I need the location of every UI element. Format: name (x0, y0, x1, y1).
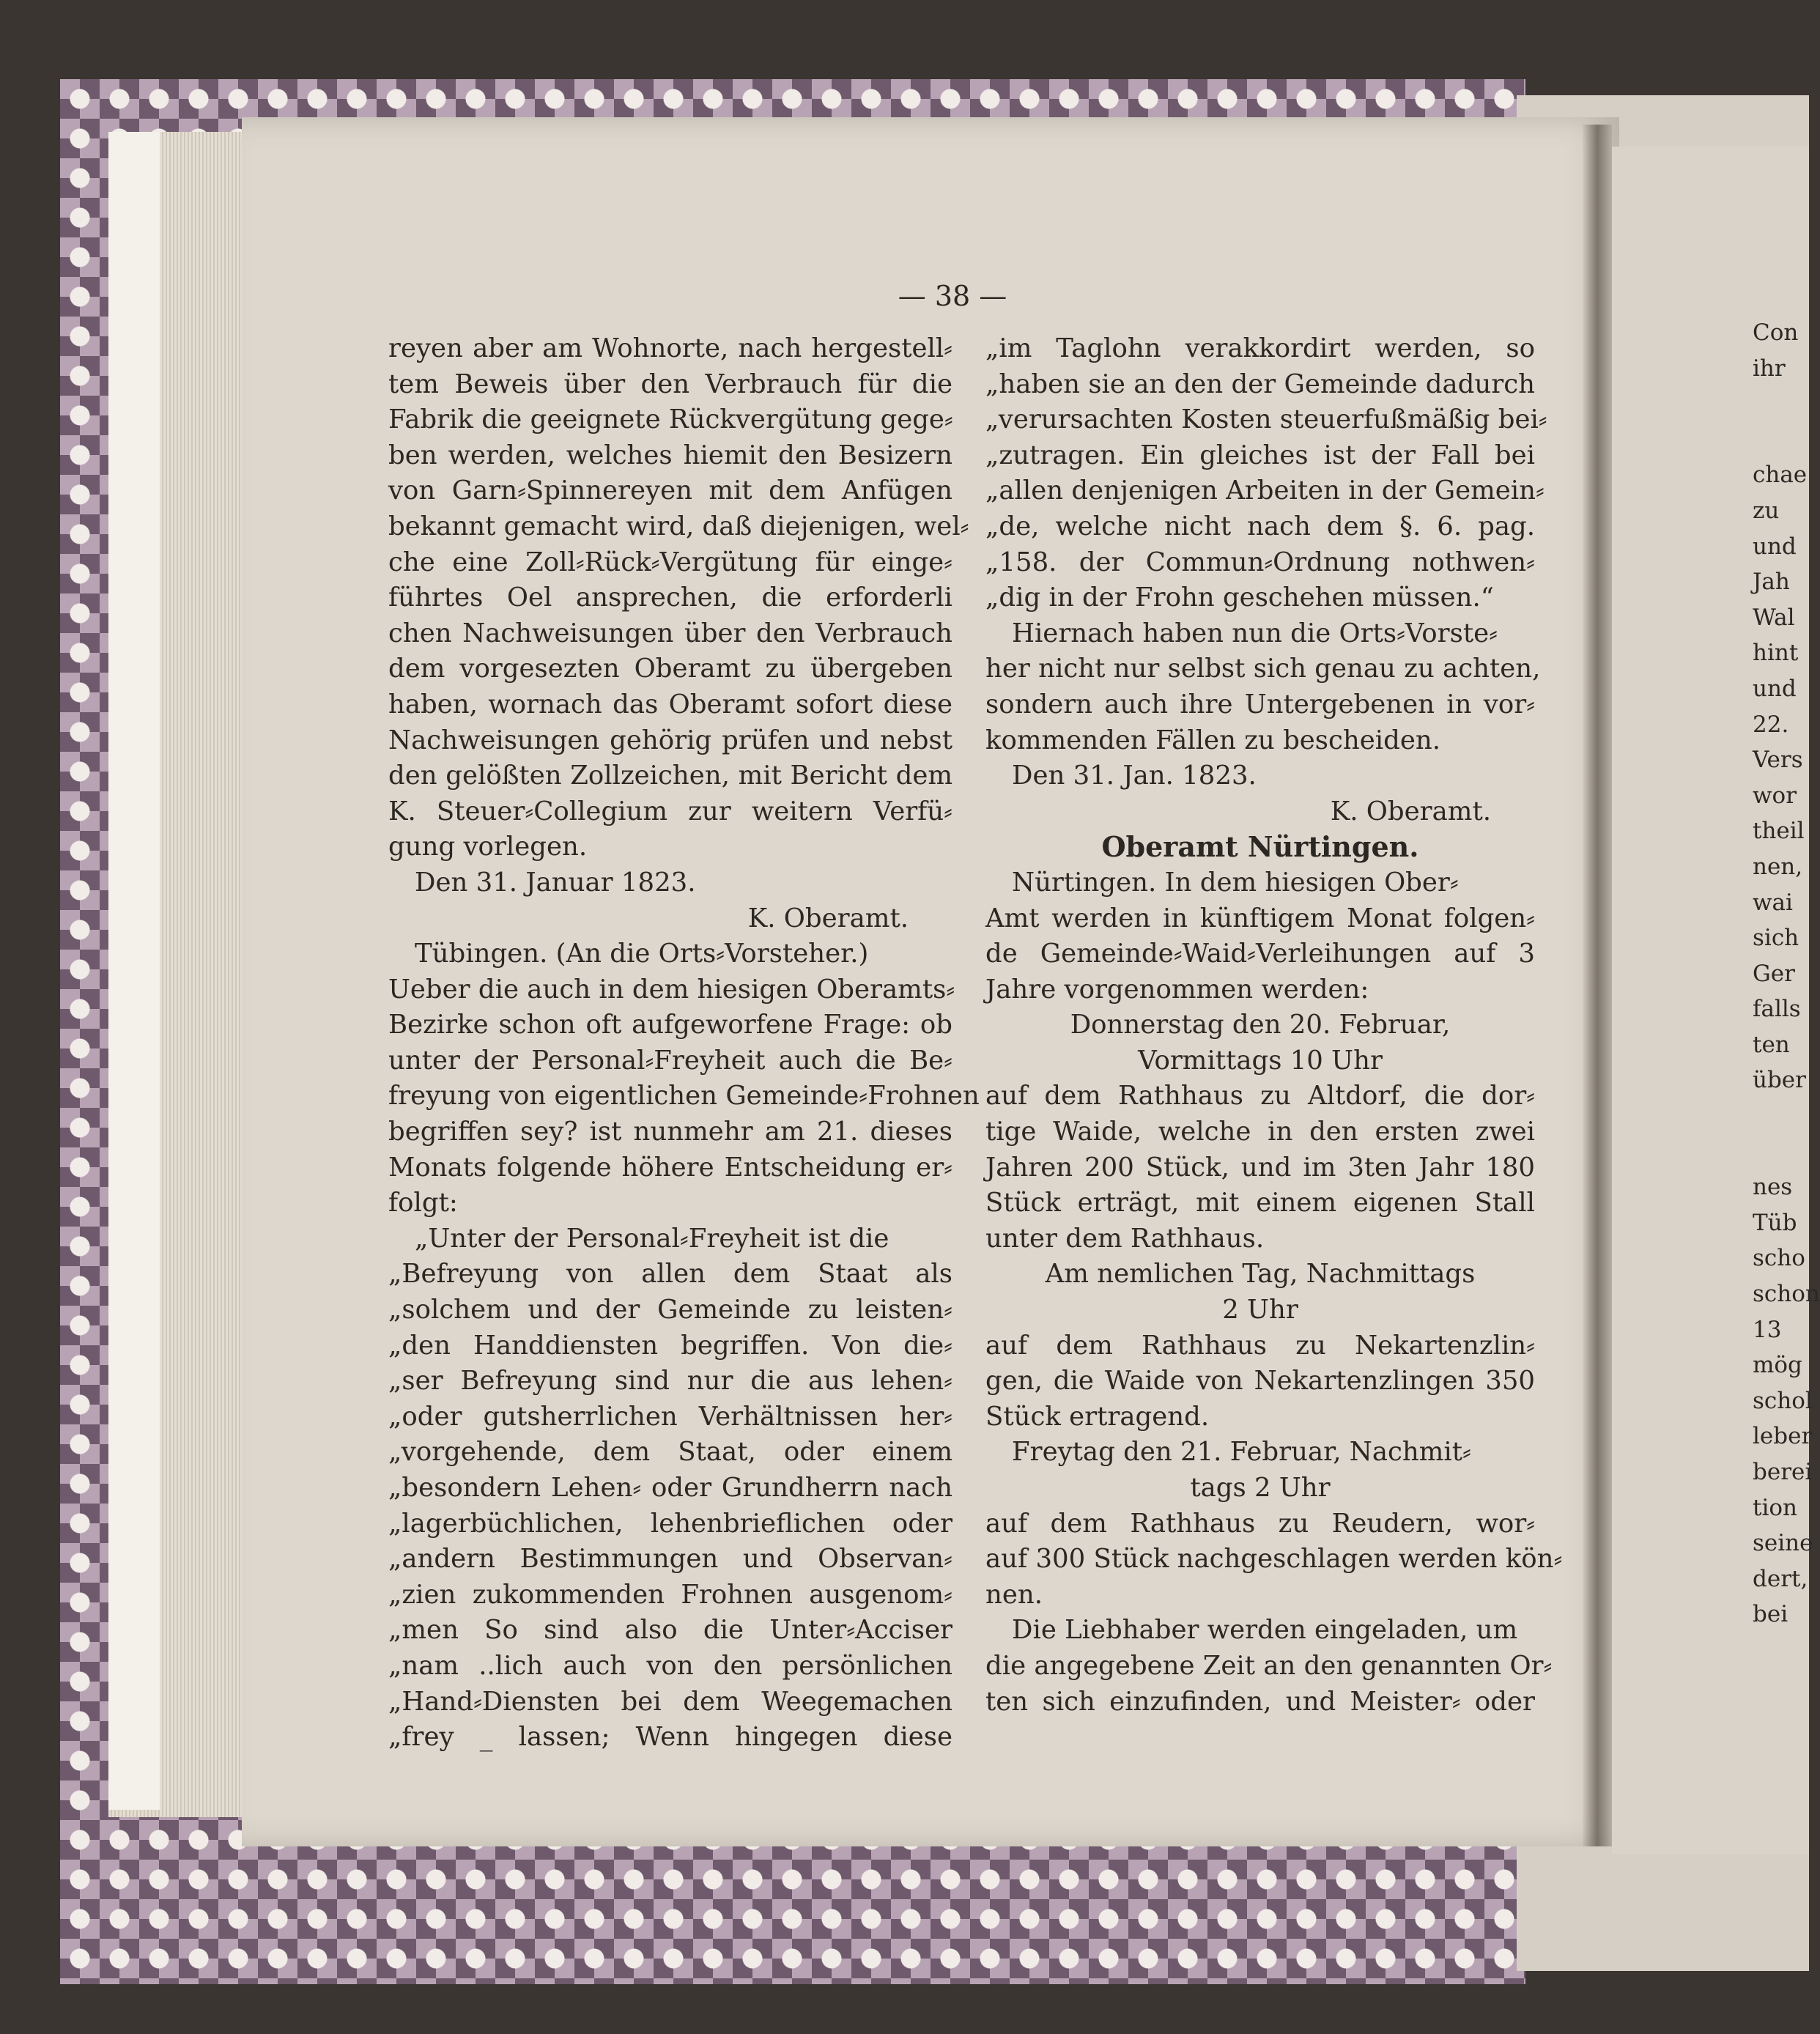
text-line: gen, die Waide von Nekartenzlingen 350 (985, 1366, 1535, 1397)
text-line: kommenden Fällen zu bescheiden. (985, 725, 1441, 755)
text-line: K. Oberamt. (1330, 796, 1491, 826)
text-line: K. Oberamt. (747, 903, 909, 933)
fragment-line (1753, 1098, 1809, 1134)
text-line: 2 Uhr (1222, 1295, 1298, 1325)
text-line: „Befreyung von allen dem Staat als (388, 1259, 952, 1290)
text-line: freyung von eigentlichen Gemeinde⸗Frohnen (388, 1081, 980, 1112)
text-line: Monats folgende höhere Entscheidung er⸗ (388, 1152, 952, 1183)
text-line: auf dem Rathhaus zu Reudern, wor⸗ (985, 1508, 1535, 1539)
text-line: „allen denjenigen Arbeiten in der Gemein⸗ (985, 476, 1545, 506)
text-line: „haben sie an den der Gemeinde dadurch (985, 369, 1535, 399)
text-line: „den Handdiensten begriffen. Von die⸗ (388, 1330, 952, 1361)
text-line: Die Liebhaber werden eingeladen, um (1012, 1615, 1518, 1646)
fragment-line: schon (1753, 1281, 1820, 1308)
text-line: „de, welche nicht nach dem §. 6. pag. (985, 511, 1535, 541)
text-line: auf dem Rathhaus zu Nekartenzlin⸗ (985, 1330, 1535, 1361)
fragment-line: mög (1753, 1352, 1802, 1379)
text-line: Am nemlichen Tag, Nachmittags (1045, 1259, 1476, 1290)
text-line: unter der Personal⸗Freyheit auch die Be⸗ (388, 1045, 952, 1076)
text-line: „im Taglohn verakkordirt werden, so (985, 333, 1535, 363)
text-line: „158. der Commun⸗Ordnung nothwen⸗ (985, 547, 1535, 577)
book-gutter (1583, 125, 1612, 1846)
right-text-column (985, 331, 1563, 1720)
fragment-line: ihr (1753, 355, 1786, 382)
text-line: de Gemeinde⸗Waid⸗Verleihungen auf 3 (985, 939, 1535, 969)
text-line: „andern Bestimmungen und Observan⸗ (388, 1544, 952, 1575)
text-line: von Garn⸗Spinnereyen mit dem Anfügen (388, 476, 952, 506)
fragment-line: theil (1753, 818, 1805, 845)
text-line: „lagerbüchlichen, lehenbrieflichen oder (388, 1508, 952, 1539)
text-line: „zien zukommenden Frohnen ausgenom⸗ (388, 1579, 952, 1610)
fragment-line: tion (1753, 1494, 1798, 1521)
text-line: che eine Zoll⸗Rück⸗Vergütung für einge⸗ (388, 547, 952, 577)
text-line: Nürtingen. In dem hiesigen Ober⸗ (1012, 867, 1459, 898)
fragment-line: chae (1753, 462, 1808, 489)
fragment-line: scho (1753, 1245, 1805, 1272)
fragment-line: nen, (1753, 853, 1803, 880)
text-line: Vormittags 10 Uhr (1138, 1045, 1383, 1076)
text-line: begriffen sey? ist nunmehr am 21. dieses (388, 1117, 952, 1147)
text-line: ben werden, welches hiemit den Besizern (388, 440, 952, 470)
text-line: den gelößten Zollzeichen, mit Bericht dem (388, 761, 952, 791)
text-line: Den 31. Jan. 1823. (1012, 761, 1257, 791)
text-line: führtes Oel ansprechen, die erforderli (388, 583, 952, 613)
fragment-line: Wal (1753, 604, 1795, 631)
fragment-line: 13 (1753, 1316, 1782, 1343)
fragment-line (1753, 422, 1809, 458)
fragment-line: hint (1753, 640, 1799, 667)
endpaper-edge (108, 132, 160, 1810)
fragment-line (1753, 386, 1809, 422)
fragment-line: bei (1753, 1601, 1788, 1628)
text-line: Nachweisungen gehörig prüfen und nebst (388, 725, 952, 755)
text-line: Hiernach haben nun die Orts⸗Vorste⸗ (1012, 618, 1498, 648)
fragment-line: falls (1753, 996, 1801, 1023)
text-line: „men So sind also die Unter⸗Acciser (388, 1615, 952, 1646)
text-line: tags 2 Uhr (1190, 1473, 1331, 1503)
fragment-line: und (1753, 533, 1797, 560)
fragment-line: sich (1753, 925, 1799, 952)
text-line: gung vorlegen. (388, 832, 588, 862)
text-line: her nicht nur selbst sich genau zu achten, (985, 654, 1541, 684)
fragment-line: schol (1753, 1387, 1813, 1414)
fragment-line: nes (1753, 1174, 1793, 1201)
fragment-line: seine (1753, 1530, 1813, 1557)
text-line: chen Nachweisungen über den Verbrauch (388, 618, 952, 648)
text-line: die angegebene Zeit an den genannten Or⸗ (985, 1650, 1553, 1681)
text-line: „Unter der Personal⸗Freyheit ist die (415, 1223, 889, 1254)
text-line: Amt werden in künftigem Monat folgen⸗ (985, 903, 1535, 933)
text-line: dem vorgesezten Oberamt zu übergeben (388, 654, 952, 684)
text-line: sondern auch ihre Untergebenen in vor⸗ (985, 689, 1535, 720)
text-line: folgt: (388, 1188, 458, 1218)
text-line: Jahren 200 Stück, und im 3ten Jahr 180 (985, 1152, 1535, 1183)
text-line: Ueber die auch in dem hiesigen Oberamts⸗ (388, 974, 955, 1005)
text-line: „besondern Lehen⸗ oder Grundherrn nach (388, 1473, 952, 1503)
fragment-line: über (1753, 1067, 1806, 1094)
text-line: K. Steuer⸗Collegium zur weitern Verfü⸗ (388, 796, 952, 826)
text-line: nen. (985, 1579, 1043, 1610)
fragment-line: wai (1753, 889, 1793, 916)
fragment-line (1753, 1134, 1809, 1170)
text-line: Freytag den 21. Februar, Nachmit⸗ (1012, 1437, 1471, 1468)
text-line: Jahre vorgenommen werden: (985, 974, 1369, 1005)
fragment-line: Jah (1753, 569, 1790, 596)
fragment-line: leber (1753, 1423, 1813, 1450)
text-line: Stück ertragend. (985, 1401, 1210, 1432)
next-page-fragments (1753, 315, 1820, 1632)
fragment-line: ten (1753, 1031, 1790, 1058)
page-number: — 38 — (898, 280, 1007, 312)
section-heading: Oberamt Nürtingen. (1101, 830, 1419, 864)
text-line: Den 31. Januar 1823. (415, 867, 696, 898)
text-line: unter dem Rathhaus. (985, 1223, 1265, 1254)
text-line: auf dem Rathhaus zu Altdorf, die dor⸗ (985, 1081, 1535, 1112)
text-line: auf 300 Stück nachgeschlagen werden kön⸗ (985, 1544, 1563, 1575)
text-line: Donnerstag den 20. Februar, (1070, 1010, 1451, 1040)
fragment-line: Con (1753, 319, 1799, 346)
text-line: haben, wornach das Oberamt sofort diese (388, 689, 952, 720)
fragment-line: Vers (1753, 747, 1803, 774)
fragment-line: zu (1753, 497, 1780, 524)
text-line: Stück erträgt, mit einem eigenen Stall (985, 1188, 1535, 1218)
text-line: tige Waide, welche in den ersten zwei (985, 1117, 1535, 1147)
text-line: bekannt gemacht wird, daß diejenigen, wel⸗ (388, 511, 969, 541)
fragment-line: wor (1753, 782, 1797, 809)
fragment-line: dert, (1753, 1565, 1808, 1592)
text-line: reyen aber am Wohnorte, nach hergestell⸗ (388, 333, 952, 363)
fragment-line: und (1753, 675, 1797, 702)
text-line: „Hand⸗Diensten bei dem Weegemachen (388, 1686, 952, 1717)
left-text-column (388, 331, 980, 1756)
fragment-line: 22. (1753, 711, 1789, 738)
fragment-line: berei (1753, 1459, 1813, 1485)
text-line: „ser Befreyung sind nur die aus lehen⸗ (388, 1366, 952, 1397)
text-line: „vorgehende, dem Staat, oder einem (388, 1437, 952, 1468)
fragment-line: Ger (1753, 960, 1795, 987)
text-line: Tübingen. (An die Orts⸗Vorsteher.) (415, 939, 869, 969)
text-line: „solchem und der Gemeinde zu leisten⸗ (388, 1295, 952, 1325)
text-line: „oder gutsherrlichen Verhältnissen her⸗ (388, 1401, 952, 1432)
text-line: „verursachten Kosten steuerfußmäßig bei⸗ (985, 404, 1547, 435)
text-line: Bezirke schon oft aufgeworfene Frage: ob (388, 1010, 952, 1040)
text-line: ten sich einzufinden, und Meister⸗ oder (985, 1686, 1535, 1717)
text-line: Fabrik die geeignete Rückvergütung gege⸗ (388, 404, 953, 435)
text-line: „nam ..lich auch von den persönlichen (388, 1650, 952, 1681)
fragment-line: Tüb (1753, 1209, 1797, 1236)
text-line: „zutragen. Ein gleiches ist der Fall bei (985, 440, 1535, 470)
text-line: „frey _ lassen; Wenn hingegen diese (388, 1722, 952, 1753)
text-line: „dig in der Frohn geschehen müssen.“ (985, 583, 1494, 613)
text-line: tem Beweis über den Verbrauch für die (388, 369, 952, 399)
